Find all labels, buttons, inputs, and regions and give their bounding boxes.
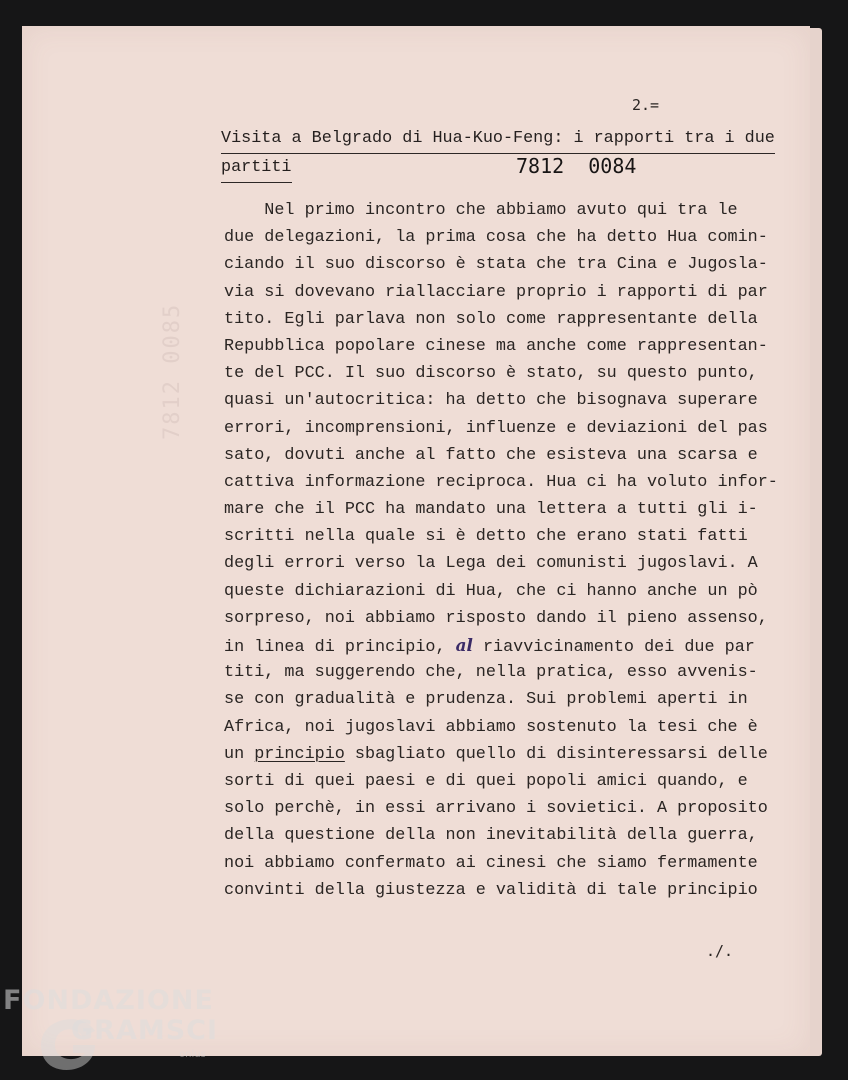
body-line: errori, incomprensioni, influenze e deviazioni del pas [224, 418, 768, 438]
body-line: mare che il PCC ha mandato una lettera a tutti gli i- [224, 500, 758, 520]
body-line: sato, dovuti anche al fatto che esisteva una scarsa e [224, 445, 758, 465]
body-line: quasi un'autocritica: ha detto che bisognava superare [224, 391, 758, 411]
body-line: Repubblica popolare cinese ma anche come rappresentan- [224, 336, 768, 356]
document-heading [221, 125, 775, 183]
body-line: cattiva informazione reciproca. Hua ci ha voluto infor- [224, 472, 778, 492]
body-line: della questione della non inevitabilità della guerra, [224, 826, 758, 846]
body-line: degli errori verso la Lega dei comunisti jugoslavi. A [224, 554, 758, 574]
watermark-line-3: onlus [179, 1049, 206, 1060]
watermark-line-1: FONDAZIONE [3, 985, 214, 1016]
body-line: scritti nella quale si è detto che erano stati fatti [224, 527, 748, 547]
body-line: solo perchè, in essi arrivano i sovietici. A proposito [224, 799, 768, 819]
body-line: Africa, noi jugoslavi abbiamo sostenuto la tesi che è [224, 717, 758, 737]
body-line: sorti di quei paesi e di quei popoli amici quando, e [224, 771, 748, 791]
body-line: tito. Egli parlava non solo come rappresentante della [224, 309, 758, 329]
body-line: due delegazioni, la prima cosa che ha detto Hua comin- [224, 228, 768, 248]
watermark-line-2: GRAMSCI [71, 1015, 219, 1046]
body-line: noi abbiamo confermato ai cinesi che siamo fermamente [224, 853, 758, 873]
body-line: sorpreso, noi abbiamo risposto dando il pieno assenso, [224, 608, 768, 628]
archive-stamp-code: 7812 0084 [516, 154, 637, 178]
fondazione-gramsci-watermark [3, 985, 219, 1077]
body-line: titi, ma suggerendo che, nella pratica, esso avvenis- [224, 663, 758, 683]
bleed-through-code: 7812 0085 [160, 302, 185, 440]
heading-line-2: partiti [221, 154, 292, 183]
body-line: in linea di principio, al riavvicinamento dei due par [224, 635, 755, 657]
body-line: se con gradualità e prudenza. Sui problemi aperti in [224, 690, 748, 710]
body-line: via si dovevano riallacciare proprio i rapporti di par [224, 282, 768, 302]
body-text [224, 197, 784, 904]
body-line: un principio sbagliato quello di disinteressarsi delle [224, 744, 768, 764]
body-line: queste dichiarazioni di Hua, che ci hanno anche un pò [224, 581, 758, 601]
page-number: 2.= [632, 96, 660, 114]
continuation-mark: ./. [706, 942, 734, 960]
body-line: convinti della giustezza e validità di tale principio [224, 880, 758, 900]
body-line: ciando il suo discorso è stata che tra Cina e Jugosla- [224, 255, 768, 275]
body-line: Nel primo incontro che abbiamo avuto qui tra le [224, 201, 738, 220]
heading-line-1: Visita a Belgrado di Hua-Kuo-Feng: i rapporti tra i due [221, 125, 775, 154]
body-line: te del PCC. Il suo discorso è stato, su questo punto, [224, 364, 758, 384]
